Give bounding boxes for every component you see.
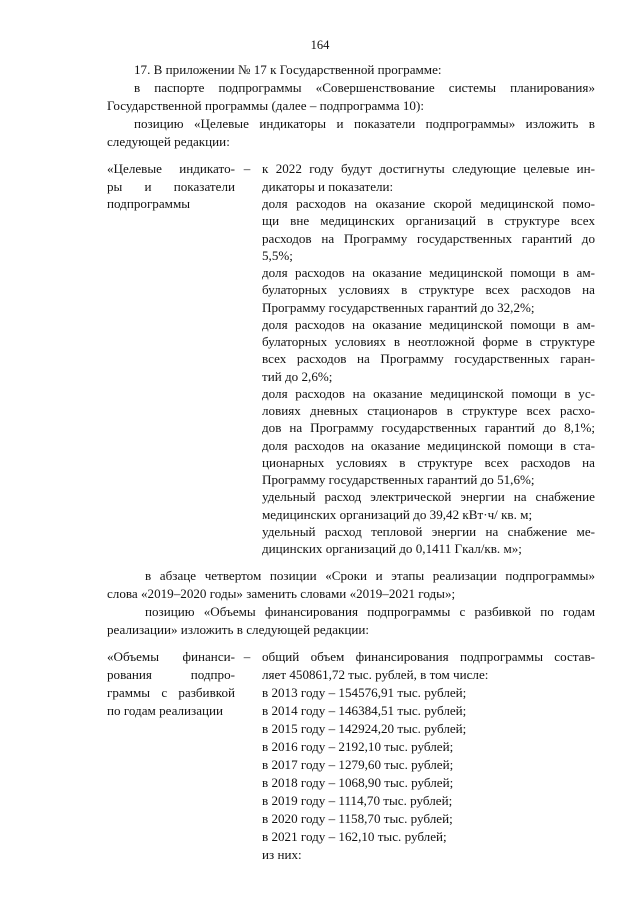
financing-year-2019: в 2019 году – 1114,70 тыс. рублей; — [262, 793, 453, 808]
indicators-text-14: доля расходов на оказание медицинской помощи в ус- — [262, 386, 595, 401]
financing-label-4: по годам реализации — [107, 703, 224, 718]
indicators-text-19: Программу государственных гарантий до 51,6%; — [262, 472, 535, 487]
indicators-text-18: ционарных условиях в структуре всех расходов на — [262, 455, 595, 470]
indicators-text-8: булаторных условиях в структуре всех расходов на — [262, 282, 595, 297]
financing-year-2016: в 2016 году – 2192,10 тыс. рублей; — [262, 739, 454, 754]
intro-line-3: Государственной программы (далее – подпрограмма 10): — [107, 98, 424, 113]
financing-of-which: из них: — [262, 847, 302, 862]
indicators-text-11: булаторных условиях в неотложной форме в структуре — [262, 334, 595, 349]
indicators-text-22: удельный расход тепловой энергии на снабжение ме- — [262, 524, 595, 539]
indicators-text-2: дикаторы и показатели: — [262, 179, 394, 194]
financing-year-2017: в 2017 году – 1279,60 тыс. рублей; — [262, 757, 454, 772]
financing-year-2018: в 2018 году – 1068,90 тыс. рублей; — [262, 775, 454, 790]
indicators-label-2: ры и показатели — [107, 179, 235, 194]
page-number: 164 — [310, 38, 330, 52]
intro-line-2: в паспорте подпрограммы «Совершенствование системы планирования» — [134, 80, 595, 95]
middle-line-4: реализации» изложить в следующей редакции: — [107, 622, 370, 637]
financing-year-2015: в 2015 году – 142924,20 тыс. рублей; — [262, 721, 467, 736]
intro-line-1: 17. В приложении № 17 к Государственной программе: — [134, 62, 442, 77]
financing-label-3: граммы с разбивкой — [107, 685, 235, 700]
indicators-text-16: дов на Программу государственных гарантий до 8,1%; — [262, 420, 595, 435]
financing-text-1: общий объем финансирования подпрограммы состав- — [262, 649, 595, 664]
indicators-text-3: доля расходов на оказание скорой медицинской помо- — [262, 196, 595, 211]
middle-line-3: позицию «Объемы финансирования подпрограммы с разбивкой по годам — [145, 604, 595, 619]
indicators-text-4: щи вне медицинских организаций в структуре всех — [262, 213, 595, 228]
financing-label-2: рования подпро- — [107, 667, 235, 682]
indicators-text-13: тий до 2,6%; — [262, 369, 333, 384]
indicators-text-5: расходов на Программу государственных гарантий до — [262, 231, 595, 246]
financing-text-2: ляет 450861,72 тыс. рублей, в том числе: — [262, 667, 489, 682]
indicators-text-6: 5,5%; — [262, 248, 293, 263]
indicators-text-15: ловиях дневных стационаров в структуре всех расхо- — [262, 403, 595, 418]
indicators-text-10: доля расходов на оказание медицинской помощи в ам- — [262, 317, 595, 332]
intro-line-4: позицию «Целевые индикаторы и показатели подпрограммы» изложить в — [134, 116, 595, 131]
financing-dash: – — [243, 649, 251, 664]
indicators-text-21: медицинских организаций до 39,42 кВт·ч/ кв. м; — [262, 507, 533, 522]
middle-line-2: слова «2019–2020 годы» заменить словами «2019–2021 годы»; — [107, 586, 456, 601]
indicators-text-1: к 2022 году будут достигнуты следующие целевые ин- — [262, 161, 595, 176]
indicators-text-12: всех расходов на Программу государственных гаран- — [262, 351, 595, 366]
indicators-text-23: дицинских организаций до 0,1411 Гкал/кв. м»; — [262, 541, 522, 556]
financing-label-1: «Объемы финанси- — [107, 649, 235, 664]
indicators-text-17: доля расходов на оказание медицинской помощи в ста- — [262, 438, 595, 453]
indicators-text-7: доля расходов на оказание медицинской помощи в ам- — [262, 265, 595, 280]
indicators-dash: – — [243, 161, 251, 176]
intro-line-5: следующей редакции: — [107, 134, 230, 149]
indicators-label-1: «Целевые индикато- — [107, 161, 235, 176]
financing-year-2021: в 2021 году – 162,10 тыс. рублей; — [262, 829, 447, 844]
financing-year-2014: в 2014 году – 146384,51 тыс. рублей; — [262, 703, 467, 718]
financing-year-2013: в 2013 году – 154576,91 тыс. рублей; — [262, 685, 467, 700]
indicators-label-3: подпрограммы — [107, 196, 191, 211]
middle-line-1: в абзаце четвертом позиции «Сроки и этапы реализации подпрограммы» — [145, 568, 595, 583]
financing-year-2020: в 2020 году – 1158,70 тыс. рублей; — [262, 811, 453, 826]
indicators-text-9: Программу государственных гарантий до 32,2%; — [262, 300, 535, 315]
indicators-text-20: удельный расход электрической энергии на снабжение — [262, 489, 595, 504]
